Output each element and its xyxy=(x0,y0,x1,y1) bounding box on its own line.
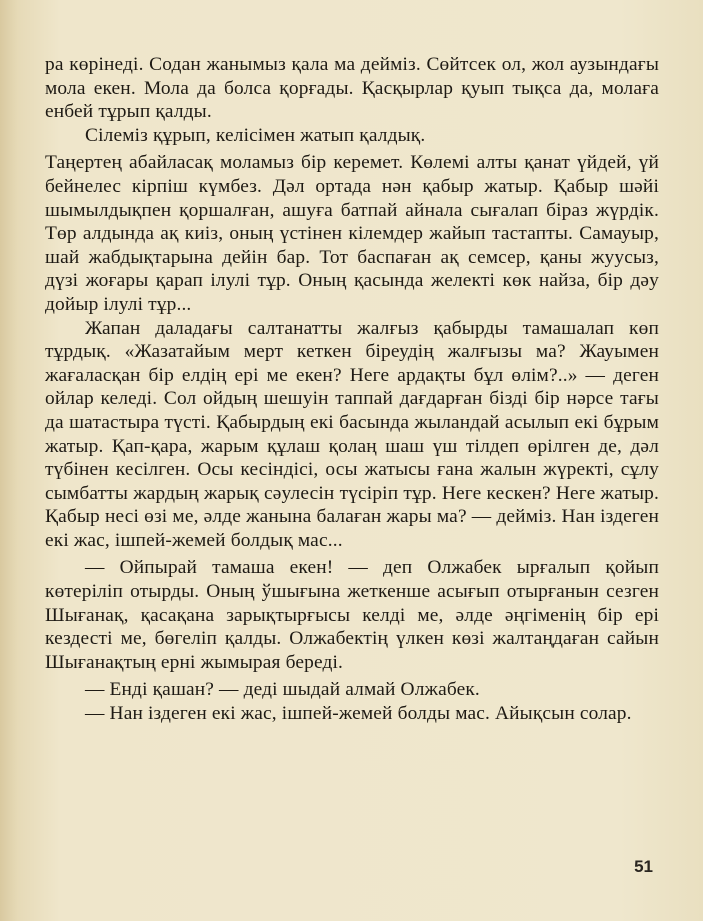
paragraph-5: — Ойпырай тамаша екен! — деп Олжабек ырғалып қойып көтеріліп отырды. Оның ўшығына жеткенше асығып отырғанын сезген Шығанақ, қасақана зарықтырғысы келді ме, әлде әңгіменің бір ері кездесті ме, бөгеліп қалды. Олжабектің үлкен көзі жалтаңдаған сайын Шығанақтың ерні жымырая береді. xyxy=(45,557,659,673)
paragraph-1: ра көрінеді. Содан жанымыз қала ма деймiз. Сөйтсек ол, жол аузындағы мола екен. Мола да болса қорғады. Қасқырлар қуып тықса да, молаға енбей тұрып қалды. xyxy=(45,54,659,123)
paragraph-2: Сілеміз құрып, келісімен жатып қалдық. xyxy=(85,124,426,146)
paragraph-6: — Енді қашан? — деді шыдай алмай Олжабек. xyxy=(85,679,480,701)
page-body-text xyxy=(45,53,659,726)
paragraph-3: Таңертең абайласақ моламыз бір керемет. Көлемі алты қанат үйдей, үй бейнелес кірпіш күмбез. Дәл ортада нән қабыр жатыр. Қабыр шәйі шымылдықпен қоршалған, ашуға батпай айнала сығалап біраз жүрдік. Төр алдында ақ киіз, оның үстінен кілемдер жайып тастапты. Самауыр, шай жабдықтарына дейін бар. Тот баспаған ақ семсер, қаны жуусыз, дүзі жоғары қарап ілулі тұр. Оның қасында желекті көк найза, бір дәу дойыр ілулі тұр... xyxy=(45,152,659,315)
paragraph-4: Жапан даладағы салтанатты жалғыз қабырды тамашалап көп тұрдық. «Жазатайым мерт кеткен біреудің жалғызы ма? Жауымен жағаласқан бір елдің ері ме екен? Неге ардақты бұл өлім?..» — деген ойлар келеді. Сол ойдың шешуін таппай дағдарған бізді бір нәрсе тағы да шатастыра түсті. Қабырдың екі басында жыландай асылып екі бұрым жатыр. Қап-қара, жарым құлаш қолаң шаш үш тілдеп өрілген де, дәл түбінен кесілген. Осы кесіндісі, осы жатысы ғана жалын жүректі, сұлу сымбатты жардың жарық сәулесін түсіріп тұр. Неге кескен? Неге жатыр. Қабыр несі өзі ме, әлде жанына балаған жары ма? — деймiз. Нан іздеген екі жас, ішпей-жемей болдық мас... xyxy=(45,317,659,551)
page-number: 51 xyxy=(634,857,653,876)
paragraph-7: — Нан іздеген екі жас, ішпей-жемей болды мас. Айықсын солар. xyxy=(85,703,632,725)
